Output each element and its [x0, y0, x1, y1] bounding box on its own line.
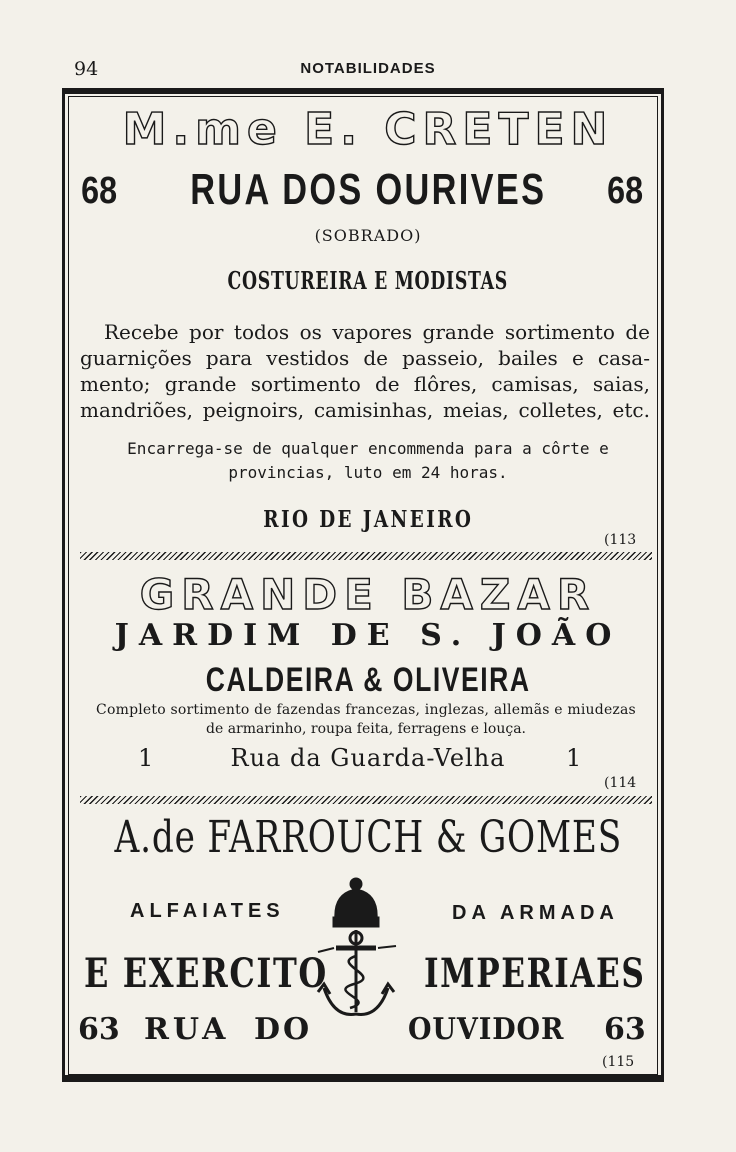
- ad114-number-right: 1: [566, 744, 582, 772]
- ad115-line2-right: IMPERIAES: [424, 950, 646, 997]
- ad113-trade: COSTUREIRA E MODISTAS: [227, 266, 509, 295]
- ad114-ref: (114: [604, 775, 637, 791]
- ad113-body-line: guarnições para vestidos de passeio, bailes e casa-: [80, 346, 650, 370]
- ad113-note-line: Encarrega-se de qualquer encommenda para a côrte e: [127, 439, 609, 458]
- ad114-body-line: de armarinho, roupa feita, ferragens e louça.: [206, 721, 526, 737]
- ad113-note-line: provincias, luto em 24 horas.: [228, 463, 508, 482]
- ad113-city: RIO DE JANEIRO: [262, 506, 474, 533]
- ad115-ref: (115: [602, 1054, 635, 1070]
- ad115-street-word: OUVIDOR: [408, 1012, 565, 1047]
- ad115-line2-left: E EXERCITO: [84, 950, 328, 997]
- ad114-owners: CALDEIRA & OLIVEIRA: [205, 661, 531, 699]
- ad113-body-line: mandriões, peignoirs, camisinhas, meias, colletes, etc.: [80, 398, 650, 422]
- ad115-street-word: DO: [254, 1012, 313, 1047]
- ad114-name: GRANDE BAZAR: [139, 570, 597, 619]
- ad113-ref: (113: [604, 532, 637, 548]
- ad114-body-line: Completo sortimento de fazendas francezas, inglezas, allemãs e miudezas: [96, 702, 636, 718]
- ad114-body: [80, 701, 652, 739]
- ad115-name: A.de FARROUCH & GOMES: [114, 812, 622, 863]
- ad115-street-word: RUA: [144, 1012, 230, 1047]
- section-divider: [80, 796, 652, 804]
- ad114-street: Rua da Guarda-Velha: [230, 744, 506, 772]
- crown-anchor-icon: [306, 872, 406, 1032]
- ad113-body-line: Recebe por todos os vapores grande sortimento de: [104, 320, 650, 344]
- ad113-body-line: mento; grande sortimento de flôres, camisas, saias,: [80, 372, 650, 396]
- ad113-number-left: 68: [81, 170, 118, 212]
- ad113-number-right: 68: [607, 170, 644, 212]
- ad115-number-right: 63: [604, 1012, 646, 1047]
- ad113-floor: (SOBRADO): [314, 226, 422, 245]
- ad114-number-left: 1: [138, 744, 154, 772]
- page-number: 94: [74, 58, 99, 80]
- ad113-body: [80, 319, 650, 423]
- running-head: NOTABILIDADES: [300, 60, 436, 77]
- ad113-street: RUA DOS OURIVES: [189, 165, 547, 214]
- ad113-name: M.me E. CRETEN: [122, 104, 614, 155]
- section-divider: [80, 552, 652, 560]
- ad115-trade-right: DA ARMADA: [452, 902, 619, 924]
- ad115-trade-left: ALFAIATES: [130, 900, 285, 922]
- ad115-number-left: 63: [78, 1012, 120, 1047]
- ad113-note: [0, 437, 736, 485]
- ad114-subtitle: JARDIM DE S. JOÃO: [114, 618, 622, 653]
